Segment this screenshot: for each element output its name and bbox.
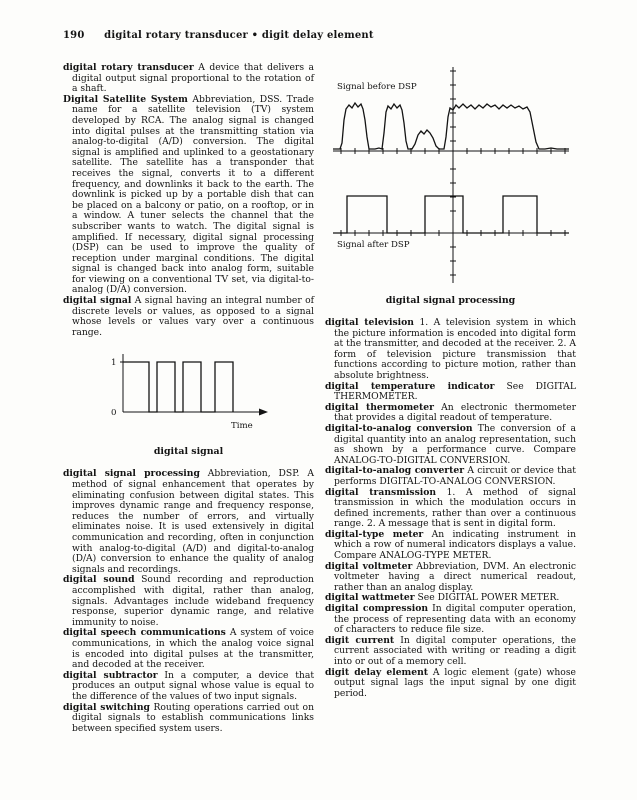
dictionary-entry [63,628,314,670]
dictionary-entry [63,95,314,296]
entry-term: digital speech communications [63,627,226,639]
dictionary-entry [325,668,576,700]
entry-definition: Routing operations carried out on digital signals to establish communications links between specified system users. [72,701,314,734]
entry-term: digital-type meter [325,528,424,540]
entry-definition: A device that delivers a digital output signal proportional to the rotation of a shaft. [72,62,315,95]
dictionary-entry [325,466,576,487]
entry-term: digital wattmeter [325,592,415,604]
level-high-label: 1 [110,358,116,369]
entry-definition: A signal having an integral number of discrete levels or values, as opposed to a signal whose levels or values vary over a continuous range. [72,295,315,338]
running-head: digital rotary transducer • digit delay element [104,30,374,41]
dsp-diagram [331,65,571,289]
entry-term: digital-to-analog converter [325,465,465,477]
dictionary-entry [63,575,314,628]
time-axis-label: Time [230,421,253,432]
dictionary-entry [325,488,576,530]
noisy-waveform [333,103,569,149]
before-dsp-label: Signal before DSP [336,82,417,92]
text-columns [63,63,577,734]
entry-term: digital temperature indicator [325,380,495,392]
entry-definition: 1. A method of signal transmission in which the modulation occurs in defined increments, rather than over a continuous range. 2. A message that is sent in digital form. [334,486,576,530]
left-column [63,63,314,734]
dictionary-entry [325,530,576,562]
entry-definition: 1. A television system in which the picture information is encoded into digital form at the transmitter, and decoded at the receiver. 2. A form of television picture transmission that functions according to picture motion, rather than absolute brightness. [334,317,576,381]
entry-definition: A system of voice communications, in which the analog voice signal is encoded into digital pulses at the transmitter, and decoded at the receiver. [72,627,314,671]
entry-definition: A circuit or device that performs DIGITAL-TO-ANALOG CONVERSION. [334,465,576,487]
figure-caption: digital signal [153,446,224,458]
dictionary-entry [63,469,314,575]
entry-term: digital transmission [325,486,437,498]
entry-term: digital voltmeter [325,560,413,572]
entry-definition: The conversion of a digital quantity into an analog representation, such as shown by a performance curve. Compare ANALOG-TO-DIGITAL CONVERSION. [334,422,576,466]
dictionary-entry [325,424,576,466]
entry-definition: See DIGITAL POWER METER. [417,592,560,604]
dictionary-entry [63,703,314,735]
entry-definition: In digital computer operation, the process of representing data with an economy of characters to reduce file size. [334,603,576,636]
entry-term: digital signal processing [63,468,200,480]
entry-definition: Abbreviation, DVM. An electronic voltmeter having a direct numerical readout, rather than an analog display. [334,560,576,593]
dictionary-entry [63,671,314,703]
dictionary-entry [325,562,576,594]
figure-digital-signal [63,348,314,457]
entry-term: digital subtractor [63,669,158,681]
entry-term: digital compression [325,603,429,615]
entry-term: digital-to-analog conversion [325,422,473,434]
right-column [325,63,576,734]
figure-caption: digital signal processing [385,295,516,306]
entry-term: digital thermometer [325,401,434,413]
dictionary-entry [63,296,314,338]
entry-term: Digital Satellite System [63,93,188,105]
dictionary-entry [325,604,576,636]
entry-definition: Abbreviation, DSS. Trade name for a satellite television (TV) system developed by RCA. The analog signal is changed into digital pulses at the transmitting station via analog-to-digital (A/D) conversion. The digital signal is amplified and uplinked to a geostationary satellite. The satellite has a transponder that receives the signal, converts it to a different frequency, and downlinks it back to the earth. The downlink is picked up by a portable dish that can be placed on a balcony or patio, on a rooftop, or in a window. A tuner selects the channel that the subscriber wants to watch. The digital signal is amplified. If necessary, digital signal processing (DSP) can be used to improve the quality of reception under marginal conditions. The digital signal is changed back into analog form, suitable for viewing on a conventional TV set, via digital-to-analog (D/A) conversion. [72,93,314,296]
dictionary-entry [325,382,576,403]
entry-term: digit delay element [325,666,429,678]
entry-definition: An indicating instrument in which a row of numeral indicators displays a value. Compare ANALOG-TYPE METER. [334,528,576,562]
entry-definition: A logic element (gate) whose output signal lags the input signal by one digit period. [334,666,576,699]
entry-definition: Sound recording and reproduction accomplished with digital, rather than analog, signals. Advantages include wideband frequency response, superior dynamic range, and relative immunity to noise. [72,574,314,628]
entry-term: digit current [325,634,395,646]
clean-waveform [333,196,569,233]
after-dsp-label: Signal after DSP [336,240,410,250]
entry-term: digital rotary transducer [63,62,194,73]
page-header [63,30,577,41]
entry-definition: See DIGITAL THERMOMETER. [334,380,576,403]
entry-definition: In a computer, a device that produces an output signal whose value is equal to the difference of the values of two input signals. [72,669,315,702]
page-number: 190 [63,30,85,41]
entry-definition: In digital computer operations, the current associated with writing or reading a digit into or out of a memory cell. [334,634,577,667]
entry-term: digital switching [63,701,150,713]
entry-term: digital television [325,317,414,328]
figure-digital-signal-processing [325,65,576,306]
entry-term: digital signal [63,295,132,307]
entry-term: digital sound [63,574,135,586]
dictionary-entry [325,318,576,382]
entry-definition: An electronic thermometer that provides a digital readout of temperature. [334,401,577,424]
entry-definition: Abbreviation, DSP. A method of signal enhancement that operates by eliminating confusion between digital states. This improves dynamic range and frequency response, reduces the number of errors, and virtually eliminates noise. It is used extensively in digital communication and recording, often in conjunction with analog-to-digital (A/D) and digital-to-analog (D/A) conversion to enhance the quality of analog signals and recordings. [72,468,314,575]
dictionary-entry [325,636,576,668]
dictionary-entry [325,403,576,424]
digital-signal-diagram [101,348,277,440]
level-low-label: 0 [110,408,116,419]
x-axis-arrow [259,409,268,416]
square-waveform [123,362,233,412]
dictionary-entry [63,63,314,95]
